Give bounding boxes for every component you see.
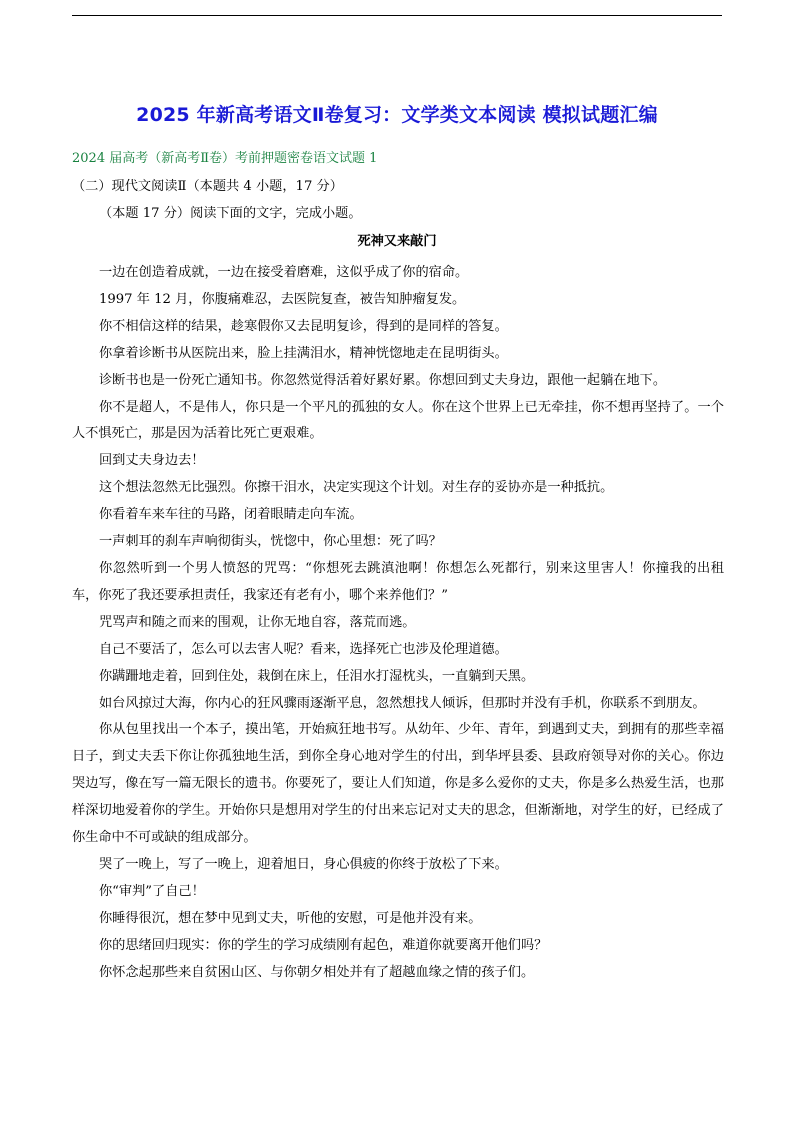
paragraph: 这个想法忽然无比强烈。你擦干泪水，决定实现这个计划。对生存的妥协亦是一种抵抗。 <box>99 480 614 496</box>
paragraph: 你不相信这样的结果，趁寒假你又去昆明复诊，得到的是同样的答复。 <box>99 318 508 334</box>
header-rule <box>72 15 722 16</box>
paragraph: 你的思绪回归现实：你的学生的学习成绩刚有起色，难道你就要离开他们吗？ <box>99 937 548 953</box>
exam-source-title: 2024 届高考（新高考Ⅱ卷）考前押题密卷语文试题 1 <box>72 151 378 166</box>
paragraph: 你看着车来车往的马路，闭着眼睛走向车流。 <box>99 507 363 523</box>
paragraph: 你拿着诊断书从医院出来，脸上挂满泪水，精神恍惚地走在昆明街头。 <box>99 345 508 361</box>
paragraph: 一边在创造着成就，一边在接受着磨难，这似乎成了你的宿命。 <box>99 265 469 280</box>
passage-title: 死神又来敲门 <box>357 234 437 249</box>
paragraph: 你睡得很沉，想在梦中见到丈夫，听他的安慰，可是他并没有来。 <box>99 910 482 926</box>
paragraph: 你“审判”了自己！ <box>99 883 205 899</box>
paragraph: 1997 年 12 月，你腹痛难忍，去医院复查，被告知肿瘤复发。 <box>99 291 466 307</box>
paragraph: 诊断书也是一份死亡通知书。你忽然觉得活着好累好累。你想回到丈夫身边，跟他一起躺在地下。 <box>99 372 667 388</box>
document-title: 2025 年新高考语文Ⅱ卷复习：文学类文本阅读 模拟试题汇编 <box>136 104 658 126</box>
paragraph: 你不是超人，不是伟人，你只是一个平凡的孤独的女人。你在这个世界上已无牵挂，你不想再坚持了。一个人不惧死亡，那是因为活着比死亡更艰难。 <box>72 399 724 442</box>
paragraph: 你忽然听到一个男人愤怒的咒骂：“你想死去跳滇池啊！你想怎么死都行，别来这里害人！你撞我的出租车，你死了我还要承担责任，我家还有老有小，哪个来养他们？” <box>72 560 724 603</box>
paragraph: 回到丈夫身边去！ <box>99 453 205 469</box>
paragraph: 你怀念起那些来自贫困山区、与你朝夕相处并有了超越血缘之情的孩子们。 <box>99 964 535 980</box>
paragraph: 自己不要活了，怎么可以去害人呢？看来，选择死亡也涉及伦理道德。 <box>99 641 508 657</box>
paragraph: 一声刺耳的刹车声响彻街头，恍惚中，你心里想：死了吗？ <box>99 534 442 550</box>
passage-body <box>72 260 724 986</box>
paragraph: 咒骂声和随之而来的围观，让你无地自容，落荒而逃。 <box>99 614 416 630</box>
question-instruction: （本题 17 分）阅读下面的文字，完成小题。 <box>99 206 362 221</box>
paragraph: 你蹒跚地走着，回到住处，栽倒在床上，任泪水打湿枕头，一直躺到天黑。 <box>99 668 535 684</box>
paragraph: 你从包里找出一个本子，摸出笔，开始疯狂地书写。从幼年、少年、青年，到遇到丈夫，到拥有的那些幸福日子，到丈夫丢下你让你孤独地生活，到你全身心地对学生的付出，到华坪县委、县政府领导对你的关心。你边哭边写，像在写一篇无限长的遗书。你要死了，要让人们知道，你是多么爱你的丈夫，你是多么热爱生活，也那样深切地爱着你的学生。开始你只是想用对学生的付出来忘记对丈夫的思念，但渐渐地，对学生的好，已经成了你生命中不可或缺的组成部分。 <box>72 722 724 846</box>
section-heading: （二）现代文阅读Ⅱ（本题共 4 小题，17 分） <box>72 179 343 194</box>
paragraph: 哭了一晚上，写了一晚上，迎着旭日，身心俱疲的你终于放松了下来。 <box>99 856 508 872</box>
paragraph: 如台风掠过大海，你内心的狂风骤雨逐渐平息，忽然想找人倾诉，但那时并没有手机，你联系不到朋友。 <box>99 695 706 711</box>
